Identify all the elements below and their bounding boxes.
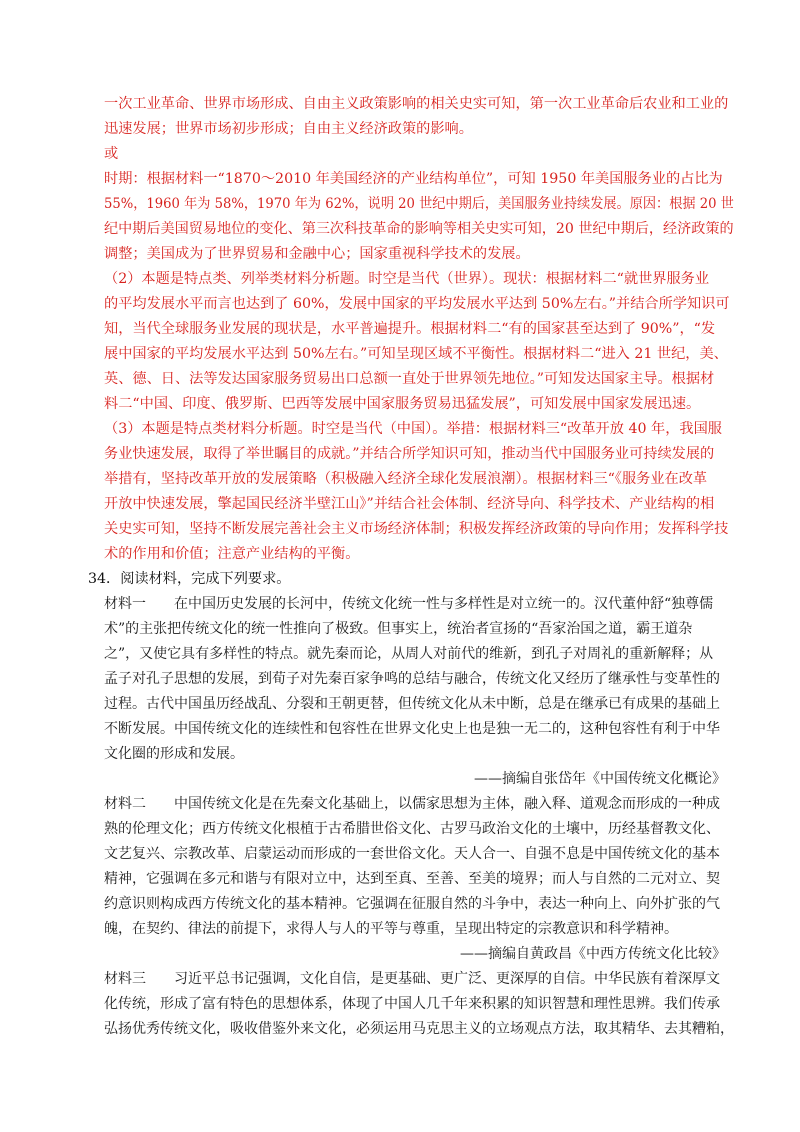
answer-line: 迅速发展；世界市场初步形成；自由主义经济政策的影响。 bbox=[104, 121, 473, 137]
answer-line: 调整；美国成为了世界贸易和金融中心；国家重视科学技术的发展。 bbox=[104, 246, 530, 262]
material-line: 过程。古代中国虽历经战乱、分裂和王朝更替，但传统文化从未中断，总是在继承已有成果的基础上 bbox=[104, 696, 720, 712]
material-line: 材料三 习近平总书记强调，文化自信，是更基础、更广泛、更深厚的自信。中华民族有着深厚文 bbox=[104, 971, 720, 987]
material-line: 弘扬优秀传统文化，吸收借鉴外来文化，必须运用马克思主义的立场观点方法，取其精华、去其糟粕， bbox=[104, 1021, 734, 1037]
material-line: 魄，在契约、律法的前提下，求得人与人的平等与尊重，呈现出特定的宗教意识和科学精神。 bbox=[104, 921, 678, 937]
material-line: 之”，又使它具有多样性的特点。就先秦而论，从周人对前代的维新，到孔子对周礼的重新解释；从 bbox=[104, 646, 714, 662]
answer-line: 举措有，坚持改革开放的发展策略（积极融入经济全球化发展浪潮）。根据材料三“《服务业在改革 bbox=[104, 471, 708, 487]
material-line: 孟子对孔子思想的发展，到荀子对先秦百家争鸣的总结与融合，传统文化又经历了继承性与变革性的 bbox=[104, 671, 720, 687]
material-line: 熟的伦理文化；西方传统文化根植于古希腊世俗文化、古罗马政治文化的土壤中，历经基督教文化、 bbox=[104, 821, 720, 837]
answer-line: 纪中期后美国贸易地位的变化、第三次科技革命的影响等相关史实可知，20 世纪中期后，经济政策的 bbox=[104, 221, 734, 237]
material-line: 化传统，形成了富有特色的思想体系，体现了中国人几千年来积累的知识智慧和理性思辨。我们传承 bbox=[104, 996, 720, 1012]
material-two-source: ——摘编自黄政昌《中西方传统文化比较》 bbox=[460, 946, 726, 962]
answer-line: 关史实可知，坚持不断发展完善社会主义市场经济体制；积极发挥经济政策的导向作用；发挥科学技 bbox=[104, 521, 729, 537]
material-line: 文化圈的形成和发展。 bbox=[104, 746, 244, 762]
answer-line: 知，当代全球服务业发展的现状是，水平普遍提升。根据材料二“有的国家甚至达到了 90%”，“发 bbox=[104, 321, 716, 337]
question-34-heading: 34．阅读材料，完成下列要求。 bbox=[88, 571, 291, 587]
answer-line: （3）本题是特点类材料分析题。时空是当代（中国）。举措：根据材料三“改革开放 40 年，我国服 bbox=[104, 421, 722, 437]
answer-line: 或 bbox=[104, 146, 119, 162]
answer-line: 开放中快速发展，擎起国民经济半壁江山》”并结合社会体制、经济导向、科学技术、产业结构的相 bbox=[104, 496, 715, 512]
answer-line: 55%，1960 年为 58%，1970 年为 62%，说明 20 世纪中期后，美国服务业持续发展。原因：根据 20 世 bbox=[104, 196, 734, 212]
answer-line: 展中国家的平均发展水平达到 50%左右。”可知呈现区域不平衡性。根据材料二“进入 21 世纪，美、 bbox=[104, 346, 728, 362]
material-line: 材料一 在中国历史发展的长河中，传统文化统一性与多样性是对立统一的。汉代董仲舒“独尊儒 bbox=[104, 596, 714, 612]
answer-line: 英、德、日、法等发达国家服务贸易出口总额一直处于世界领先地位。”可知发达国家主导。根据材 bbox=[104, 371, 715, 387]
answer-line: 务业快速发展，取得了举世瞩目的成就。”并结合所学知识可知，推动当代中国服务业可持续发展的 bbox=[104, 446, 715, 462]
material-line: 文艺复兴、宗教改革、启蒙运动而形成的一套世俗文化。天人合一、自强不息是中国传统文化的基本 bbox=[104, 846, 720, 862]
material-line: 材料二 中国传统文化是在先秦文化基础上，以儒家思想为主体，融入释、道观念而形成的一种成 bbox=[104, 796, 720, 812]
material-line: 精神，它强调在多元和谐与有限对立中，达到至真、至善、至美的境界；而人与自然的二元对立、契 bbox=[104, 871, 720, 887]
material-line: 约意识则构成西方传统文化的基本精神。它强调在征服自然的斗争中，表达一种向上、向外扩张的气 bbox=[104, 896, 720, 912]
material-one-source: ——摘编自张岱年《中国传统文化概论》 bbox=[474, 771, 726, 787]
answer-line: 一次工业革命、世界市场形成、自由主义政策影响的相关史实可知，第一次工业革命后农业和工业的 bbox=[104, 96, 729, 112]
material-line: 不断发展。中国传统文化的连续性和包容性在世界文化史上也是独一无二的，这种包容性有利于中华 bbox=[104, 721, 720, 737]
answer-line: 术的作用和价值；注意产业结构的平衡。 bbox=[104, 546, 360, 562]
answer-line: 时期：根据材料一“1870～2010 年美国经济的产业结构单位”，可知 1950 年美国服务业的占比为 bbox=[104, 171, 723, 187]
material-line: 术”的主张把传统文化的统一性推向了极致。但事实上，统治者宣扬的“吾家治国之道，霸王道杂 bbox=[104, 621, 693, 637]
answer-line: 的平均发展水平而言也达到了 60%，发展中国家的平均发展水平达到 50%左右。”并结合所学知识可 bbox=[104, 296, 730, 312]
answer-line: 料二“中国、印度、俄罗斯、巴西等发展中国家服务贸易迅猛发展”，可知发展中国家发展迅速。 bbox=[104, 396, 701, 412]
answer-line: （2）本题是特点类、列举类材料分析题。时空是当代（世界）。现状：根据材料二“就世界服务业 bbox=[104, 271, 710, 287]
